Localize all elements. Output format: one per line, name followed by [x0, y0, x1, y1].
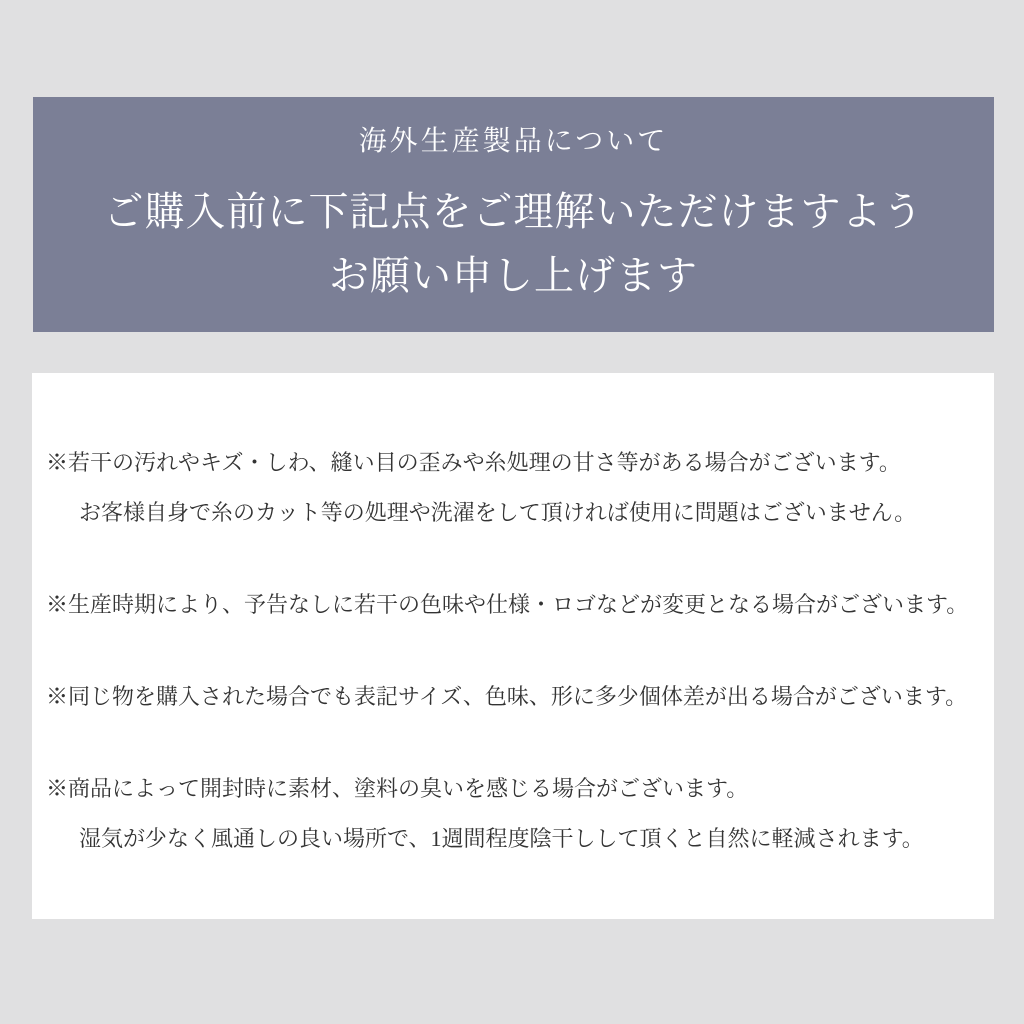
banner-subtitle: 海外生産製品について — [358, 125, 669, 156]
notice-line: ※同じ物を購入された場合でも表記サイズ、色味、形に多少個体差が出る場合がございます。 — [46, 684, 968, 709]
banner-title-line1: ご購入前に下記点をご理解いただけますよう — [103, 190, 924, 234]
notice-line: ※生産時期により、予告なしに若干の色味や仕様・ロゴなどが変更となる場合がございます。 — [46, 592, 969, 617]
notice-panel — [32, 373, 994, 919]
banner-title-line2: お願い申し上げます — [329, 254, 698, 298]
notice-item-individual-differences — [46, 672, 986, 722]
header-banner — [33, 97, 994, 332]
notice-line: ※商品によって開封時に素材、塗料の臭いを感じる場合がございます。 — [46, 776, 749, 801]
notice-line: ※若干の汚れやキズ・しわ、縫い目の歪みや糸処理の甘さ等がある場合がございます。 — [46, 450, 901, 475]
notice-line-continuation: お客様自身で糸のカット等の処理や洗濯をして頂ければ使用に問題はございません。 — [79, 500, 917, 525]
notice-line-continuation: 湿気が少なく風通しの良い場所で、1週間程度陰干しして頂くと自然に軽減されます。 — [79, 826, 924, 851]
notice-item-defects — [46, 438, 986, 538]
notice-item-spec-changes — [46, 580, 986, 630]
notice-item-smell — [46, 764, 986, 864]
